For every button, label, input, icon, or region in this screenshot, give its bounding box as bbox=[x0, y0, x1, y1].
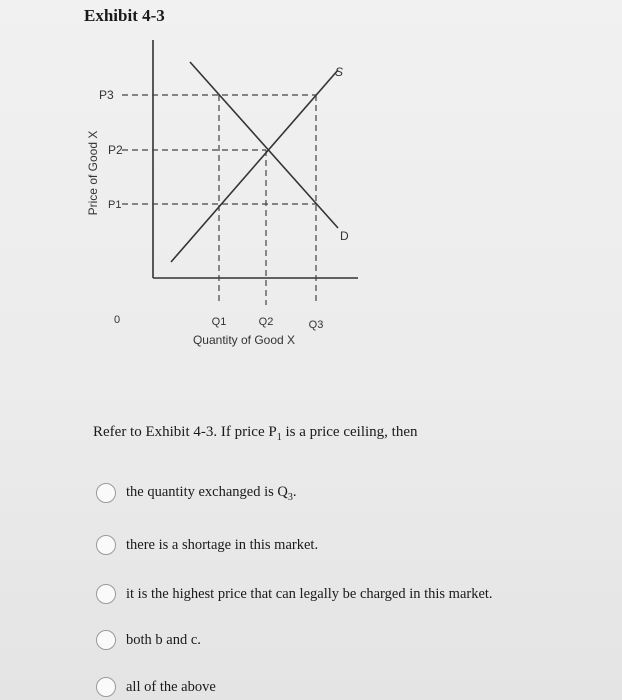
option-c[interactable] bbox=[96, 584, 493, 604]
option-d-label: both b and c. bbox=[126, 631, 201, 648]
option-b[interactable] bbox=[96, 535, 318, 555]
option-e-radio[interactable] bbox=[96, 677, 116, 697]
x-tick-q2: Q2 bbox=[258, 316, 274, 328]
y-tick-p3: P3 bbox=[99, 88, 114, 102]
y-tick-p2: P2 bbox=[108, 143, 123, 157]
x-axis-label: Quantity of Good X bbox=[192, 333, 296, 347]
option-e-label: all of the above bbox=[126, 678, 216, 695]
option-d[interactable] bbox=[96, 630, 201, 650]
option-a[interactable] bbox=[96, 483, 297, 503]
exhibit-title: Exhibit 4-3 bbox=[84, 6, 165, 25]
x-tick-q1: Q1 bbox=[211, 316, 227, 328]
origin-label: 0 bbox=[114, 314, 121, 326]
series-label-s: S bbox=[335, 65, 344, 79]
option-b-label: there is a shortage in this market. bbox=[126, 536, 319, 553]
y-axis-label: Price of Good X bbox=[86, 130, 100, 216]
option-d-radio[interactable] bbox=[96, 630, 116, 650]
option-b-radio[interactable] bbox=[96, 535, 116, 555]
x-tick-q3: Q3 bbox=[308, 319, 324, 331]
option-c-label: it is the highest price that can legally be charged in this market. bbox=[126, 585, 493, 602]
supply-curve bbox=[171, 70, 338, 262]
option-a-radio[interactable] bbox=[96, 483, 116, 503]
y-tick-p1: P1 bbox=[108, 199, 122, 211]
question-text: Refer to Exhibit 4-3. If price $P_1$ is a price ceiling, then bbox=[93, 424, 418, 443]
option-a-label: the quantity exchanged is $Q_3$. bbox=[126, 483, 297, 503]
option-e[interactable] bbox=[96, 677, 216, 697]
option-c-radio[interactable] bbox=[96, 584, 116, 604]
series-label-d: D bbox=[340, 229, 349, 243]
